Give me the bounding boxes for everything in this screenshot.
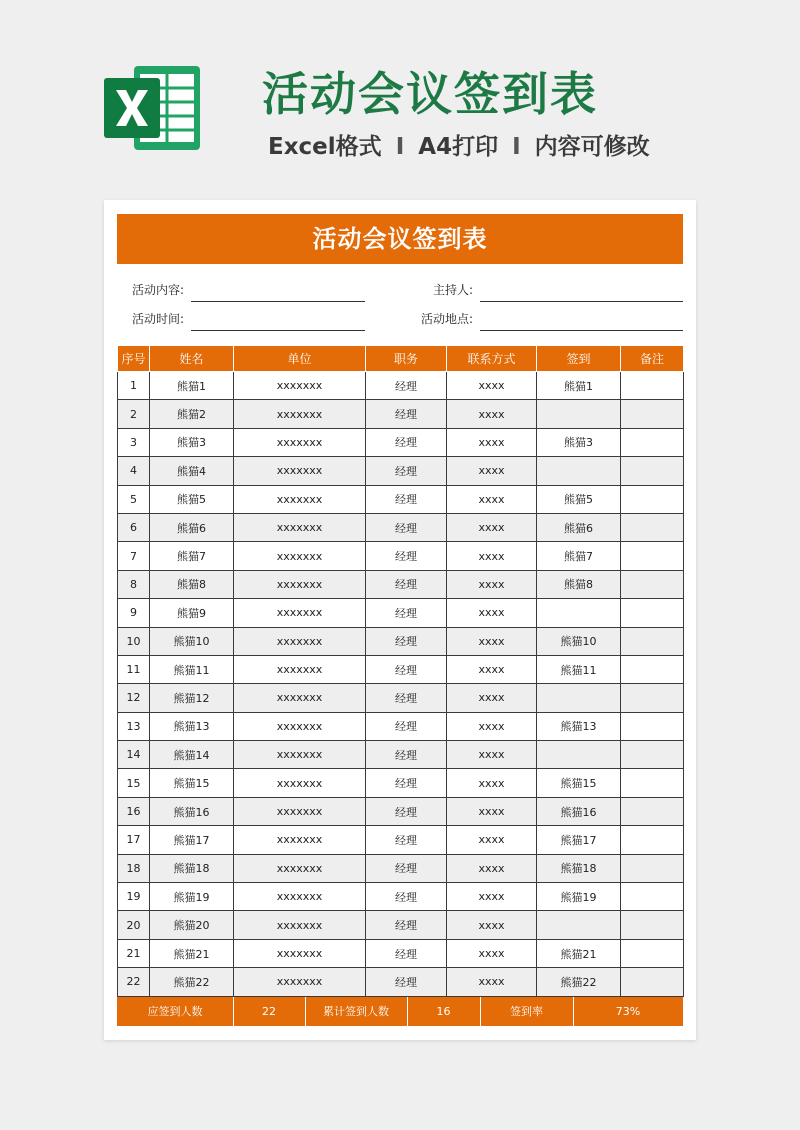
cell-signed[interactable]: 熊猫19 bbox=[537, 883, 621, 911]
signed-count-label: 累计签到人数 bbox=[323, 1005, 389, 1018]
cell-contact[interactable]: xxxx bbox=[447, 854, 537, 882]
sign-rate-value[interactable]: 73% bbox=[615, 1005, 641, 1018]
cell-number[interactable]: 2 bbox=[118, 400, 150, 428]
table-row bbox=[118, 372, 684, 400]
table-row bbox=[118, 826, 684, 854]
cell-number[interactable]: 4 bbox=[118, 457, 150, 485]
cell-contact[interactable]: xxxx bbox=[447, 968, 537, 996]
expected-count-value[interactable]: 22 bbox=[262, 1005, 276, 1018]
cell-contact[interactable]: xxxx bbox=[447, 741, 537, 769]
column-header-note: 备注 bbox=[621, 346, 684, 372]
cell-signed[interactable] bbox=[537, 684, 621, 712]
table-row bbox=[118, 684, 684, 712]
cell-contact[interactable]: xxxx bbox=[447, 542, 537, 570]
location-field[interactable] bbox=[480, 330, 683, 331]
cell-number[interactable]: 17 bbox=[118, 826, 150, 854]
cell-note[interactable] bbox=[621, 400, 684, 428]
cell-contact[interactable]: xxxx bbox=[447, 627, 537, 655]
cell-unit[interactable]: xxxxxxx bbox=[234, 854, 366, 882]
cell-contact[interactable]: xxxx bbox=[447, 684, 537, 712]
table-row bbox=[118, 854, 684, 882]
expected-count-label: 应签到人数 bbox=[147, 1005, 203, 1018]
cell-unit[interactable]: xxxxxxx bbox=[234, 400, 366, 428]
cell-number[interactable]: 6 bbox=[118, 513, 150, 541]
summary-bar bbox=[117, 997, 683, 1026]
table-row bbox=[118, 968, 684, 996]
cell-position[interactable]: 经理 bbox=[366, 911, 447, 939]
cell-contact[interactable]: xxxx bbox=[447, 883, 537, 911]
cell-number[interactable]: 20 bbox=[118, 911, 150, 939]
activity-content-label: 活动内容: bbox=[132, 283, 185, 297]
cell-note[interactable] bbox=[621, 570, 684, 598]
table-header-row bbox=[118, 346, 684, 372]
cell-position[interactable]: 经理 bbox=[366, 599, 447, 627]
cell-position[interactable]: 经理 bbox=[366, 741, 447, 769]
cell-unit[interactable]: xxxxxxx bbox=[234, 883, 366, 911]
activity-time-field[interactable] bbox=[191, 330, 365, 331]
cell-position[interactable]: 经理 bbox=[366, 655, 447, 683]
cell-position[interactable]: 经理 bbox=[366, 428, 447, 456]
table-row bbox=[118, 797, 684, 825]
cell-number[interactable]: 12 bbox=[118, 684, 150, 712]
cell-contact[interactable]: xxxx bbox=[447, 599, 537, 627]
host-field[interactable] bbox=[480, 301, 683, 302]
cell-number[interactable]: 7 bbox=[118, 542, 150, 570]
cell-note[interactable] bbox=[621, 826, 684, 854]
cell-name[interactable]: 熊猫12 bbox=[150, 684, 234, 712]
cell-note[interactable] bbox=[621, 911, 684, 939]
cell-name[interactable]: 熊猫22 bbox=[150, 968, 234, 996]
cell-number[interactable]: 18 bbox=[118, 854, 150, 882]
cell-contact[interactable]: xxxx bbox=[447, 428, 537, 456]
subtitle-print: A4打印 bbox=[418, 134, 499, 160]
cell-position[interactable]: 经理 bbox=[366, 457, 447, 485]
cell-name[interactable]: 熊猫2 bbox=[150, 400, 234, 428]
cell-position[interactable]: 经理 bbox=[366, 684, 447, 712]
cell-name[interactable]: 熊猫14 bbox=[150, 741, 234, 769]
table-row bbox=[118, 485, 684, 513]
cell-unit[interactable]: xxxxxxx bbox=[234, 655, 366, 683]
column-header-name: 姓名 bbox=[150, 346, 234, 372]
spreadsheet-page bbox=[104, 200, 696, 1040]
cell-signed[interactable]: 熊猫16 bbox=[537, 797, 621, 825]
location-label: 活动地点: bbox=[421, 312, 474, 326]
cell-contact[interactable]: xxxx bbox=[447, 797, 537, 825]
cell-position[interactable]: 经理 bbox=[366, 939, 447, 967]
cell-position[interactable]: 经理 bbox=[366, 769, 447, 797]
cell-signed[interactable]: 熊猫17 bbox=[537, 826, 621, 854]
cell-signed[interactable] bbox=[537, 911, 621, 939]
cell-contact[interactable]: xxxx bbox=[447, 372, 537, 400]
cell-signed[interactable]: 熊猫10 bbox=[537, 627, 621, 655]
cell-unit[interactable]: xxxxxxx bbox=[234, 741, 366, 769]
cell-contact[interactable]: xxxx bbox=[447, 400, 537, 428]
cell-signed[interactable]: 熊猫22 bbox=[537, 968, 621, 996]
cell-position[interactable]: 经理 bbox=[366, 542, 447, 570]
table-row bbox=[118, 712, 684, 740]
cell-name[interactable]: 熊猫9 bbox=[150, 599, 234, 627]
cell-position[interactable]: 经理 bbox=[366, 968, 447, 996]
cell-position[interactable]: 经理 bbox=[366, 485, 447, 513]
page-subtitle bbox=[268, 128, 650, 161]
cell-number[interactable]: 8 bbox=[118, 570, 150, 598]
cell-contact[interactable]: xxxx bbox=[447, 911, 537, 939]
cell-note[interactable] bbox=[621, 741, 684, 769]
table-row bbox=[118, 457, 684, 485]
table-row bbox=[118, 599, 684, 627]
sign-in-table bbox=[117, 345, 684, 997]
signed-count-value[interactable]: 16 bbox=[436, 1005, 451, 1018]
cell-number[interactable]: 16 bbox=[118, 797, 150, 825]
cell-unit[interactable]: xxxxxxx bbox=[234, 911, 366, 939]
cell-unit[interactable]: xxxxxxx bbox=[234, 769, 366, 797]
cell-unit[interactable]: xxxxxxx bbox=[234, 428, 366, 456]
cell-contact[interactable]: xxxx bbox=[447, 485, 537, 513]
cell-contact[interactable]: xxxx bbox=[447, 769, 537, 797]
cell-number[interactable]: 15 bbox=[118, 769, 150, 797]
table-row bbox=[118, 400, 684, 428]
cell-name[interactable]: 熊猫5 bbox=[150, 485, 234, 513]
cell-unit[interactable]: xxxxxxx bbox=[234, 457, 366, 485]
cell-position[interactable]: 经理 bbox=[366, 883, 447, 911]
cell-signed[interactable]: 熊猫8 bbox=[537, 570, 621, 598]
cell-name[interactable]: 熊猫16 bbox=[150, 797, 234, 825]
cell-signed[interactable]: 熊猫1 bbox=[537, 372, 621, 400]
subtitle-separator: I bbox=[512, 134, 521, 160]
cell-note[interactable] bbox=[621, 939, 684, 967]
cell-note[interactable] bbox=[621, 428, 684, 456]
column-header-number: 序号 bbox=[118, 346, 150, 372]
cell-name[interactable]: 熊猫17 bbox=[150, 826, 234, 854]
excel-logo-icon bbox=[104, 62, 204, 154]
cell-note[interactable] bbox=[621, 485, 684, 513]
cell-signed[interactable]: 熊猫3 bbox=[537, 428, 621, 456]
cell-note[interactable] bbox=[621, 513, 684, 541]
cell-note[interactable] bbox=[621, 769, 684, 797]
cell-unit[interactable]: xxxxxxx bbox=[234, 684, 366, 712]
cell-unit[interactable]: xxxxxxx bbox=[234, 372, 366, 400]
cell-number[interactable]: 9 bbox=[118, 599, 150, 627]
cell-name[interactable]: 熊猫10 bbox=[150, 627, 234, 655]
cell-number[interactable]: 5 bbox=[118, 485, 150, 513]
cell-unit[interactable]: xxxxxxx bbox=[234, 542, 366, 570]
activity-content-field[interactable] bbox=[191, 301, 365, 302]
table-row bbox=[118, 741, 684, 769]
table-row bbox=[118, 769, 684, 797]
cell-position[interactable]: 经理 bbox=[366, 712, 447, 740]
cell-position[interactable]: 经理 bbox=[366, 627, 447, 655]
cell-unit[interactable]: xxxxxxx bbox=[234, 485, 366, 513]
table-row bbox=[118, 570, 684, 598]
cell-note[interactable] bbox=[621, 712, 684, 740]
page-title: 活动会议签到表 bbox=[262, 67, 598, 121]
host-label: 主持人: bbox=[433, 283, 474, 297]
table-row bbox=[118, 428, 684, 456]
cell-name[interactable]: 熊猫19 bbox=[150, 883, 234, 911]
cell-number[interactable]: 22 bbox=[118, 968, 150, 996]
cell-contact[interactable]: xxxx bbox=[447, 712, 537, 740]
cell-note[interactable] bbox=[621, 655, 684, 683]
table-row bbox=[118, 883, 684, 911]
column-header-contact: 联系方式 bbox=[447, 346, 537, 372]
cell-position[interactable]: 经理 bbox=[366, 570, 447, 598]
cell-contact[interactable]: xxxx bbox=[447, 655, 537, 683]
cell-note[interactable] bbox=[621, 599, 684, 627]
cell-signed[interactable]: 熊猫13 bbox=[537, 712, 621, 740]
cell-note[interactable] bbox=[621, 797, 684, 825]
sheet-title: 活动会议签到表 bbox=[117, 214, 683, 264]
subtitle-format: Excel格式 bbox=[268, 134, 382, 160]
table-body bbox=[118, 372, 684, 997]
cell-unit[interactable]: xxxxxxx bbox=[234, 968, 366, 996]
cell-signed[interactable]: 熊猫11 bbox=[537, 655, 621, 683]
cell-contact[interactable]: xxxx bbox=[447, 570, 537, 598]
cell-number[interactable]: 13 bbox=[118, 712, 150, 740]
table-row bbox=[118, 513, 684, 541]
subtitle-editable: 内容可修改 bbox=[534, 134, 650, 160]
cell-signed[interactable] bbox=[537, 741, 621, 769]
cell-unit[interactable]: xxxxxxx bbox=[234, 599, 366, 627]
table-row bbox=[118, 911, 684, 939]
cell-unit[interactable]: xxxxxxx bbox=[234, 513, 366, 541]
cell-number[interactable]: 14 bbox=[118, 741, 150, 769]
table-row bbox=[118, 627, 684, 655]
cell-name[interactable]: 熊猫15 bbox=[150, 769, 234, 797]
cell-name[interactable]: 熊猫1 bbox=[150, 372, 234, 400]
cell-unit[interactable]: xxxxxxx bbox=[234, 627, 366, 655]
cell-position[interactable]: 经理 bbox=[366, 854, 447, 882]
cell-contact[interactable]: xxxx bbox=[447, 513, 537, 541]
subtitle-separator: I bbox=[395, 134, 405, 160]
cell-contact[interactable]: xxxx bbox=[447, 457, 537, 485]
cell-position[interactable]: 经理 bbox=[366, 513, 447, 541]
cell-note[interactable] bbox=[621, 372, 684, 400]
cell-signed[interactable]: 熊猫5 bbox=[537, 485, 621, 513]
cell-note[interactable] bbox=[621, 968, 684, 996]
cell-name[interactable]: 熊猫7 bbox=[150, 542, 234, 570]
column-header-position: 职务 bbox=[366, 346, 447, 372]
cell-note[interactable] bbox=[621, 627, 684, 655]
cell-contact[interactable]: xxxx bbox=[447, 939, 537, 967]
cell-note[interactable] bbox=[621, 684, 684, 712]
cell-name[interactable]: 熊猫4 bbox=[150, 457, 234, 485]
column-header-signed: 签到 bbox=[537, 346, 621, 372]
cell-signed[interactable]: 熊猫7 bbox=[537, 542, 621, 570]
cell-signed[interactable]: 熊猫15 bbox=[537, 769, 621, 797]
table-row bbox=[118, 655, 684, 683]
cell-number[interactable]: 1 bbox=[118, 372, 150, 400]
cell-number[interactable]: 19 bbox=[118, 883, 150, 911]
cell-unit[interactable]: xxxxxxx bbox=[234, 712, 366, 740]
cell-note[interactable] bbox=[621, 883, 684, 911]
cell-note[interactable] bbox=[621, 542, 684, 570]
cell-unit[interactable]: xxxxxxx bbox=[234, 826, 366, 854]
cell-note[interactable] bbox=[621, 457, 684, 485]
cell-position[interactable]: 经理 bbox=[366, 797, 447, 825]
table-row bbox=[118, 542, 684, 570]
cell-name[interactable]: 熊猫13 bbox=[150, 712, 234, 740]
cell-unit[interactable]: xxxxxxx bbox=[234, 797, 366, 825]
cell-signed[interactable]: 熊猫21 bbox=[537, 939, 621, 967]
cell-position[interactable]: 经理 bbox=[366, 400, 447, 428]
cell-unit[interactable]: xxxxxxx bbox=[234, 939, 366, 967]
cell-number[interactable]: 21 bbox=[118, 939, 150, 967]
cell-signed[interactable] bbox=[537, 599, 621, 627]
cell-signed[interactable] bbox=[537, 400, 621, 428]
cell-signed[interactable]: 熊猫6 bbox=[537, 513, 621, 541]
cell-position[interactable]: 经理 bbox=[366, 826, 447, 854]
cell-name[interactable]: 熊猫20 bbox=[150, 911, 234, 939]
header-banner bbox=[0, 0, 800, 190]
cell-signed[interactable] bbox=[537, 457, 621, 485]
cell-name[interactable]: 熊猫18 bbox=[150, 854, 234, 882]
activity-time-label: 活动时间: bbox=[132, 312, 185, 326]
cell-name[interactable]: 熊猫21 bbox=[150, 939, 234, 967]
cell-name[interactable]: 熊猫8 bbox=[150, 570, 234, 598]
cell-number[interactable]: 11 bbox=[118, 655, 150, 683]
cell-note[interactable] bbox=[621, 854, 684, 882]
cell-unit[interactable]: xxxxxxx bbox=[234, 570, 366, 598]
cell-name[interactable]: 熊猫3 bbox=[150, 428, 234, 456]
sign-rate-label: 签到率 bbox=[510, 1005, 543, 1018]
cell-number[interactable]: 3 bbox=[118, 428, 150, 456]
cell-number[interactable]: 10 bbox=[118, 627, 150, 655]
table-row bbox=[118, 939, 684, 967]
cell-position[interactable]: 经理 bbox=[366, 372, 447, 400]
cell-name[interactable]: 熊猫11 bbox=[150, 655, 234, 683]
cell-signed[interactable]: 熊猫18 bbox=[537, 854, 621, 882]
cell-name[interactable]: 熊猫6 bbox=[150, 513, 234, 541]
cell-contact[interactable]: xxxx bbox=[447, 826, 537, 854]
column-header-unit: 单位 bbox=[234, 346, 366, 372]
